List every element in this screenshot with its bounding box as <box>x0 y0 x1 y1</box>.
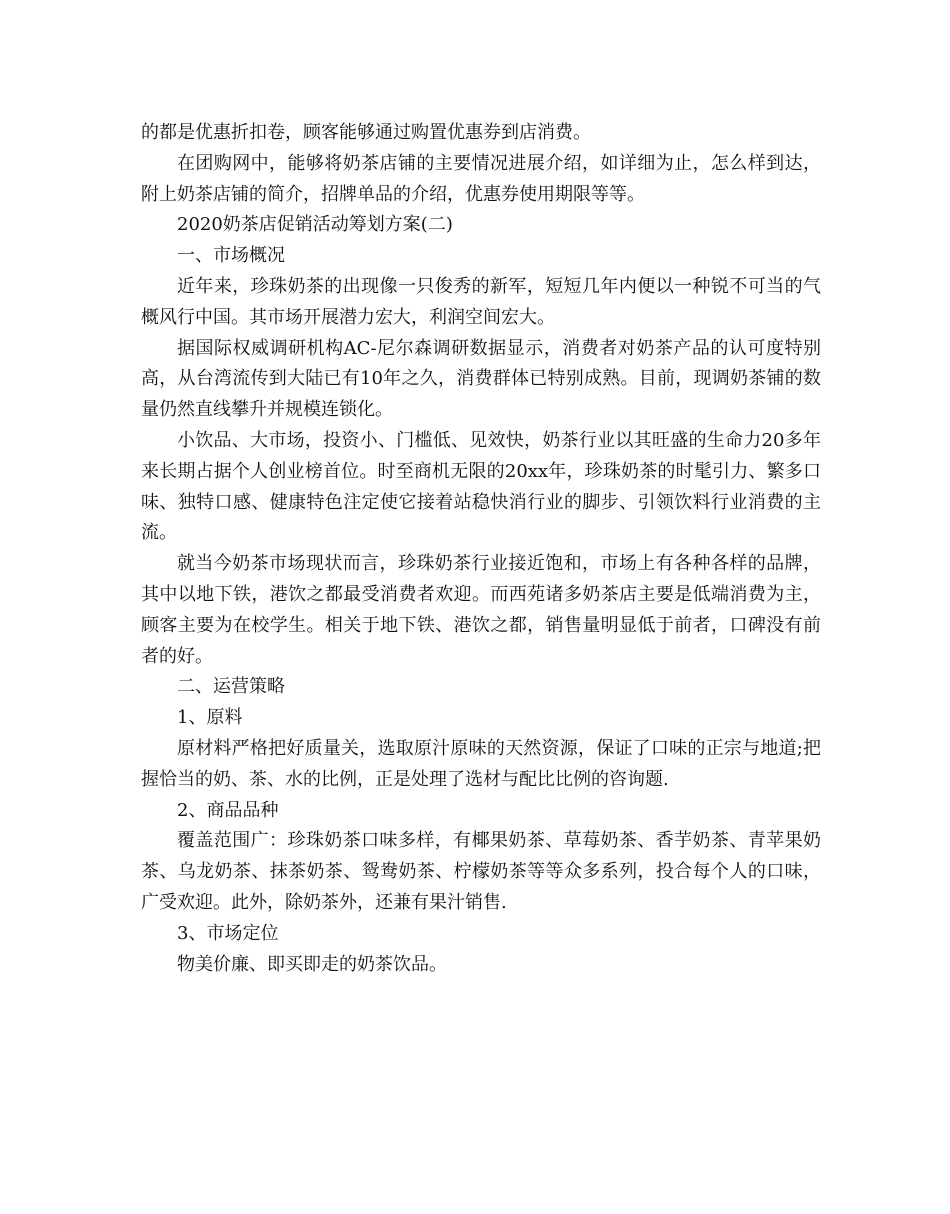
paragraph-product-varieties: 覆盖范围广：珍珠奶茶口味多样，有椰果奶茶、草莓奶茶、香芋奶茶、青苹果奶茶、乌龙奶茶、抹茶奶茶、鸳鸯奶茶、柠檬奶茶等等众多系列，投合每个人的口味，广受欢迎。此外，除奶茶外，还兼有果汁销售. <box>141 830 821 913</box>
section-title: 2020奶茶店促销活动筹划方案(二) <box>177 214 453 236</box>
heading-raw-materials: 1、原料 <box>177 707 243 729</box>
paragraph-market-status: 就当今奶茶市场现状而言，珍珠奶茶行业接近饱和，市场上有各种各样的品牌，其中以地下铁，港饮之都最受消费者欢迎。而西苑诸多奶茶店主要是低端消费为主，顾客主要为在校学生。相关于地下铁、港饮之都，销售量明显低于前者，口碑没有前者的好。 <box>141 553 821 667</box>
paragraph-recent-years: 近年来，珍珠奶茶的出现像一只俊秀的新军，短短几年内便以一种锐不可当的气概风行中国。其市场开展潜力宏大，利润空间宏大。 <box>141 275 821 328</box>
heading-market-positioning: 3、市场定位 <box>177 922 279 944</box>
heading-operation-strategy: 二、运营策略 <box>177 676 285 698</box>
heading-market-overview: 一、市场概况 <box>177 245 285 267</box>
paragraph-raw-materials: 原材料严格把好质量关，选取原汁原味的天然资源，保证了口味的正宗与地道;把握恰当的奶、茶、水的比例，正是处理了选材与配比比例的咨询题. <box>141 737 821 790</box>
paragraph-continuation: 的都是优惠折扣卷，顾客能够通过购置优惠券到店消费。 <box>141 122 591 143</box>
paragraph-group-buy: 在团购网中，能够将奶茶店铺的主要情况进展介绍，如详细为止，怎么样到达，附上奶茶店铺的简介，招牌单品的介绍，优惠券使用期限等等。 <box>141 152 821 205</box>
paragraph-market-positioning: 物美价廉、即买即走的奶茶饮品。 <box>177 953 447 975</box>
paragraph-small-drinks: 小饮品、大市场，投资小、门槛低、见效快，奶茶行业以其旺盛的生命力20多年来长期占据个人创业榜首位。时至商机无限的20xx年，珍珠奶茶的时髦引力、繁多口味、独特口感、健康特色注定使它接着站稳快消行业的脚步、引领饮料行业消费的主流。 <box>141 429 821 544</box>
paragraph-research-data: 据国际权威调研机构AC-尼尔森调研数据显示，消费者对奶茶产品的认可度特别高，从台湾流传到大陆已有10年之久，消费群体已特别成熟。目前，现调奶茶铺的数量仍然直线攀升并规模连锁化。 <box>141 337 821 421</box>
document-body <box>141 118 821 980</box>
heading-product-varieties: 2、商品品种 <box>177 799 279 821</box>
